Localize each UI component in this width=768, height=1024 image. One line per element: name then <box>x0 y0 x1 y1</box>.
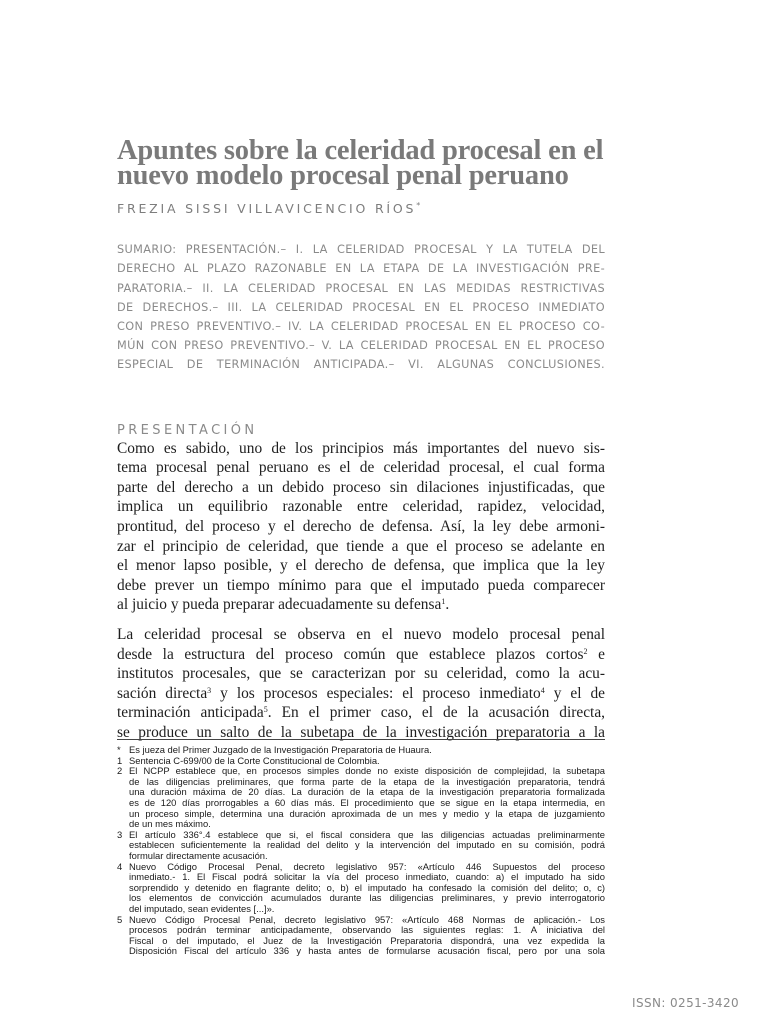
footnote-item <box>117 830 605 862</box>
text-segment: terminación anticipada <box>117 704 264 722</box>
text-line: tema procesal penal peruano es el de celeridad procesal, el cual forma <box>117 459 605 477</box>
text-segment: sación directa <box>117 684 208 702</box>
text-line: prontitud, del proceso y el derecho de defensa. Así, la ley debe armoni- <box>117 517 605 535</box>
issn-label: ISSN: 0251-3420 <box>632 996 740 1010</box>
footnote-ref-3[interactable]: 3 <box>207 685 212 695</box>
body-text <box>117 439 605 743</box>
summary-line: CON PRESO PREVENTIVO.– IV. LA CELERIDAD PROCESAL EN EL PROCESO CO- <box>117 319 605 333</box>
paragraph-2 <box>117 625 605 743</box>
article-title <box>117 135 605 191</box>
summary-line: DE DERECHOS.– III. LA CELERIDAD PROCESAL EN EL PROCESO INMEDIATO <box>117 300 605 314</box>
footnote-line: El NCPP establece que, en procesos simples donde no existe disposición de complejidad, la subetapa <box>129 765 605 777</box>
footnote-number: 4 <box>117 860 123 872</box>
footnote-number: 5 <box>117 913 123 925</box>
text-segment: e <box>587 645 605 663</box>
text-segment: . En el primer caso, el de la acusación directa, <box>267 704 606 722</box>
footnote-line: establecen suficientemente la realidad del delito y la intervención del imputado en su comisión, podrá <box>129 839 605 851</box>
summary-line: ESPECIAL DE TERMINACIÓN ANTICIPADA.– VI. ALGUNAS CONCLUSIONES. <box>117 358 605 372</box>
author-footnote-mark: * <box>416 201 421 210</box>
text-line: se produce un salto de la subetapa de la investigación preparatoria a la <box>117 723 605 741</box>
summary-line: PARATORIA.– II. LA CELERIDAD PROCESAL EN LAS MEDIDAS RESTRICTIVAS <box>117 281 605 295</box>
footnote-text <box>129 766 605 830</box>
text-line: La celeridad procesal se observa en el nuevo modelo procesal penal <box>117 625 605 643</box>
paragraph-1 <box>117 439 605 615</box>
summary-line: SUMARIO: PRESENTACIÓN.– I. LA CELERIDAD PROCESAL Y LA TUTELA DEL <box>117 243 605 257</box>
text-segment: al juicio y pueda preparar adecuadamente su defensa <box>117 596 442 614</box>
footnote-line: Es jueza del Primer Juzgado de la Investigación Preparatoria de Huaura. <box>129 744 432 755</box>
footnote-number: 1 <box>117 754 123 766</box>
footnote-number: 2 <box>117 765 123 777</box>
text-line: debe prever un tiempo mínimo para que el imputado pueda comparecer <box>117 576 605 594</box>
footnote-text <box>129 915 605 957</box>
footnote-line: una duración máxima de 20 días. La duración de la etapa de la investigación preparatoria formalizada <box>129 786 605 798</box>
footnote-item <box>117 915 605 957</box>
text-segment: y el de <box>544 684 605 702</box>
text-line <box>117 684 605 704</box>
footnote-ref-1[interactable]: 1 <box>441 597 446 607</box>
footnote-line: Nuevo Código Procesal Penal, decreto legislativo 957: «Artículo 468 Normas de aplicación.- Los <box>129 913 605 925</box>
section-heading: PRESENTACIÓN <box>117 422 258 438</box>
author-text: FREZIA SISSI VILLAVICENCIO RÍOS <box>117 201 417 217</box>
footnote-line: Fiscal o del imputado, el Juez de la Investigación Preparatoria dispondrá, una vez expedida la <box>129 934 605 946</box>
footnote-text <box>129 745 605 756</box>
footnote-item <box>117 766 605 830</box>
text-segment: y los procesos especiales: el proceso inmediato <box>211 684 541 702</box>
summary-block <box>117 240 605 374</box>
footnote-line: los elementos de convicción acumulados durante las diligencias preliminares, y previo interrogatorio <box>129 892 605 904</box>
title-line-2: nuevo modelo procesal penal peruano <box>117 160 569 191</box>
text-line: implica un equilibrio razonable entre celeridad, rapidez, velocidad, <box>117 498 605 516</box>
text-line: el menor lapso posible, y el derecho de defensa, que implica que la ley <box>117 557 605 575</box>
footnote-divider <box>117 739 605 740</box>
summary-line: MÚN CON PRESO PREVENTIVO.– V. LA CELERIDAD PROCESAL EN EL PROCESO <box>117 339 605 353</box>
footnote-item <box>117 745 605 756</box>
author-name <box>117 201 605 216</box>
text-line: zar el principio de celeridad, que tiende a que el proceso se adelante en <box>117 537 605 555</box>
summary-line: DERECHO AL PLAZO RAZONABLE EN LA ETAPA DE LA INVESTIGACIÓN PRE- <box>117 262 605 276</box>
text-line: Como es sabido, uno de los principios más importantes del nuevo sis- <box>117 439 605 457</box>
footnote-text <box>129 862 605 915</box>
footnote-number: 3 <box>117 828 123 840</box>
text-line <box>117 645 605 665</box>
text-segment: desde la estructura del proceso común que establece plazos cortos <box>117 645 584 663</box>
footnote-line: sorprendido y detenido en flagrante delito; o, b) el imputado ha confesado la comisión del delito; o, c) <box>129 881 605 893</box>
footnote-line: Nuevo Código Procesal Penal, decreto legislativo 957: «Artículo 446 Supuestos del proceso <box>129 860 605 872</box>
footnote-line: un proceso simple, determina una duración aproximada de un mes y medio y la etapa de juzgamiento <box>129 807 605 819</box>
footnote-item <box>117 862 605 915</box>
footnote-ref-5[interactable]: 5 <box>263 705 268 715</box>
text-line <box>117 595 605 615</box>
footnotes <box>117 745 605 957</box>
text-line: parte del derecho a un debido proceso sin dilaciones injustificadas, que <box>117 478 605 496</box>
article-page <box>117 135 606 742</box>
footnote-line: del imputado, sean evidentes [...]». <box>129 902 275 914</box>
footnote-ref-4[interactable]: 4 <box>540 685 545 695</box>
footnote-line: Sentencia C-699/00 de la Corte Constitucional de Colombia. <box>129 754 380 766</box>
text-segment: . <box>445 596 450 614</box>
text-line <box>117 703 605 723</box>
footnote-line: procesos podrán terminar anticipadamente, observando las siguientes reglas: 1. A iniciativa del <box>129 924 605 936</box>
footnote-line: de un mes máximo. <box>129 818 211 830</box>
title-line-1: Apuntes sobre la celeridad procesal en el <box>117 135 604 166</box>
footnote-line: de las diligencias preliminares, que forma parte de la etapa de la investigación preparatoria, tendrá <box>129 775 605 787</box>
footnote-number: * <box>117 744 121 755</box>
footnote-line: inmediato.- 1. El Fiscal podrá solicitar la vía del proceso inmediato, cuando: a) el imputado ha sido <box>129 871 605 883</box>
footnote-line: El artículo 336°.4 establece que si, el fiscal considera que las diligencias actuadas preliminarmente <box>129 828 605 840</box>
footnote-text <box>129 830 605 862</box>
footnote-ref-2[interactable]: 2 <box>583 646 588 656</box>
text-line: institutos procesales, que se caracterizan por su celeridad, como la acu- <box>117 665 605 683</box>
footnote-line: es de 120 días prorrogables a 60 días más. El procedimiento que se sigue en la etapa intermedia, en <box>129 796 605 808</box>
footnote-line: Disposición Fiscal del artículo 336 y hasta antes de formularse acusación fiscal, pero por una sola <box>129 945 605 957</box>
footnote-line: formular directamente acusación. <box>129 849 268 861</box>
